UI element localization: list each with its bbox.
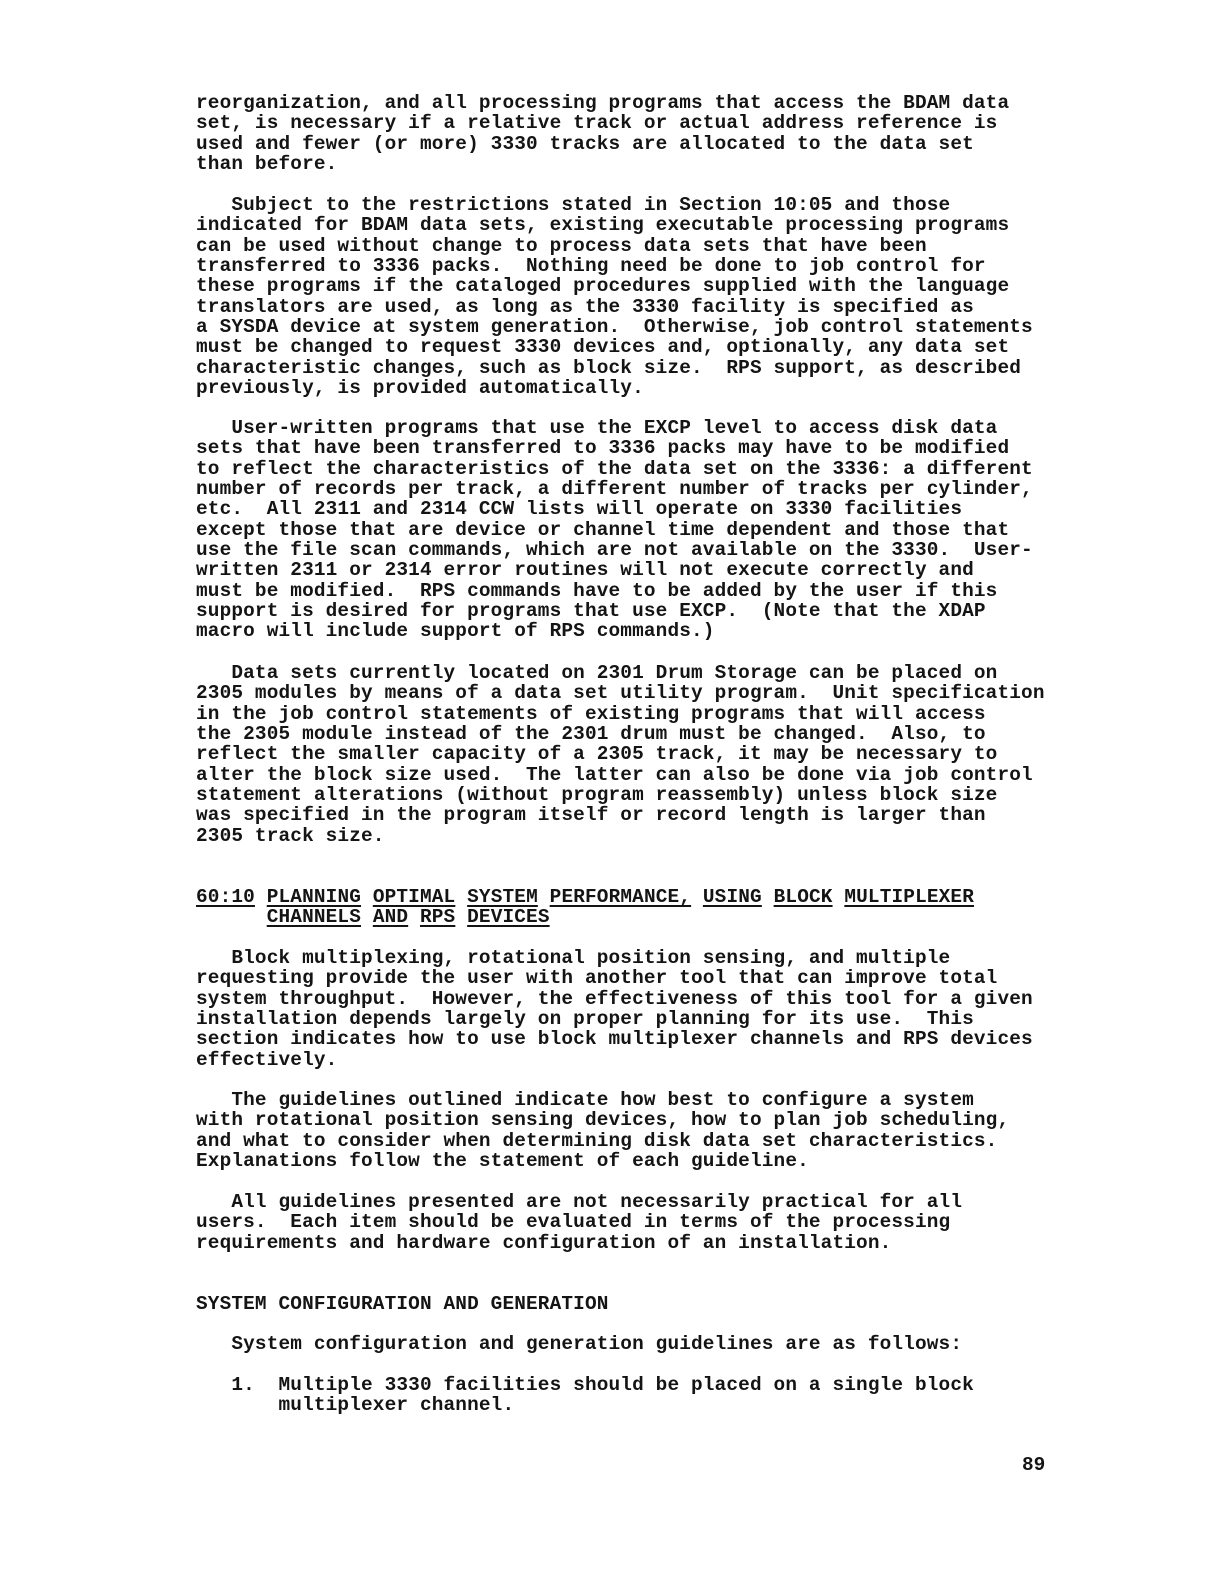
- page-number: 89: [1022, 1454, 1046, 1476]
- section-heading-line-1: [196, 887, 1076, 907]
- text-line: effectively.: [196, 1048, 338, 1071]
- text-line: etc. All 2311 and 2314 CCW lists will operate on 3330 facilities: [196, 498, 963, 521]
- heading-word: CHANNELS: [266, 906, 362, 929]
- text-line: The guidelines outlined indicate how best to configure a system: [196, 1089, 974, 1111]
- heading-word: OPTIMAL: [372, 886, 456, 908]
- text-line: these programs if the cataloged procedures supplied with the language: [196, 275, 1010, 298]
- text-line: Subject to the restrictions stated in Section 10:05 and those: [196, 194, 951, 216]
- text-line: All guidelines presented are not necessarily practical for all: [196, 1191, 963, 1213]
- text-line: and what to consider when determining disk data set characteristics.: [196, 1129, 998, 1152]
- section-heading-line-2: [196, 907, 1076, 927]
- text-line: written 2311 or 2314 error routines will not execute correctly and: [196, 559, 974, 582]
- text-line: System configuration and generation guidelines are as follows:: [196, 1333, 963, 1355]
- text-line: used and fewer (or more) 3330 tracks are allocated to the data set: [196, 132, 974, 155]
- paragraph-drum: [196, 663, 1076, 846]
- text-line: translators are used, as long as the 3330 facility is specified as: [196, 295, 974, 318]
- heading-word: USING: [702, 886, 762, 908]
- heading-word: RPS: [419, 906, 456, 929]
- paragraph-block-multiplexing: [196, 948, 1076, 1070]
- text-line: 2305 track size.: [196, 824, 385, 847]
- text-line: transferred to 3336 packs. Nothing need be done to job control for: [196, 255, 986, 278]
- paragraph-guidelines: [196, 1090, 1076, 1171]
- text-line: with rotational position sensing devices, how to plan job scheduling,: [196, 1109, 1010, 1132]
- text-line: Explanations follow the statement of each guideline.: [196, 1150, 809, 1173]
- text-line: the 2305 module instead of the 2301 drum must be changed. Also, to: [196, 723, 986, 746]
- heading-word: AND: [372, 906, 409, 929]
- text-line: characteristic changes, such as block size. RPS support, as described: [196, 356, 1022, 379]
- text-line: previously, is provided automatically.: [196, 377, 644, 400]
- text-line: must be changed to request 3330 devices and, optionally, any data set: [196, 336, 1010, 359]
- text-line: a SYSDA device at system generation. Otherwise, job control statements: [196, 316, 1033, 339]
- heading-word: PERFORMANCE,: [549, 886, 692, 908]
- text-line: users. Each item should be evaluated in terms of the processing: [196, 1211, 951, 1234]
- paragraph-excp: [196, 418, 1076, 642]
- heading-word: BLOCK: [773, 886, 833, 908]
- text-line: than before.: [196, 153, 338, 176]
- heading-word: MULTIPLEXER: [844, 886, 975, 908]
- text-line: indicated for BDAM data sets, existing executable processing programs: [196, 214, 1010, 237]
- text-line: system throughput. However, the effectiveness of this tool for a given: [196, 987, 1033, 1010]
- text-line: 2305 modules by means of a data set utility program. Unit specification: [196, 682, 1045, 705]
- paragraph-all-guidelines: [196, 1192, 1076, 1253]
- text-line: 1. Multiple 3330 facilities should be placed on a single block: [196, 1374, 974, 1396]
- text-line: installation depends largely on proper planning for its use. This: [196, 1008, 974, 1031]
- text-line: number of records per track, a different number of tracks per cylinder,: [196, 478, 1033, 501]
- text-line: requesting provide the user with another tool that can improve total: [196, 967, 998, 990]
- text-line: was specified in the program itself or record length is larger than: [196, 804, 986, 827]
- text-line: Data sets currently located on 2301 Drum Storage can be placed on: [196, 662, 998, 684]
- list-item-1: [196, 1375, 1076, 1416]
- text-line: use the file scan commands, which are not available on the 3330. User-: [196, 539, 1033, 562]
- text-line: reflect the smaller capacity of a 2305 track, it may be necessary to: [196, 743, 998, 766]
- text-line: User-written programs that use the EXCP level to access disk data: [196, 417, 998, 439]
- section-number: 60:10: [196, 886, 255, 908]
- text-line: must be modified. RPS commands have to be added by the user if this: [196, 579, 998, 602]
- subheading-system-configuration: [196, 1294, 1076, 1314]
- text-line: requirements and hardware configuration of an installation.: [196, 1231, 892, 1254]
- text-line: to reflect the characteristics of the data set on the 3336: a different: [196, 457, 1033, 480]
- paragraph-bdam-continuation: [196, 93, 1076, 174]
- section-heading: [196, 887, 1076, 928]
- text-line: except those that are device or channel time dependent and those that: [196, 518, 1010, 541]
- text-line: statement alterations (without program reassembly) unless block size: [196, 784, 998, 807]
- heading-word: PLANNING: [266, 886, 362, 908]
- text-line: alter the block size used. The latter can also be done via job control: [196, 763, 1033, 786]
- text-line: in the job control statements of existing programs that will access: [196, 702, 986, 725]
- text-line: multiplexer channel.: [196, 1394, 515, 1417]
- paragraph-config-intro: [196, 1334, 1076, 1354]
- subheading-text: SYSTEM CONFIGURATION AND GENERATION: [196, 1293, 609, 1315]
- heading-word: DEVICES: [467, 906, 550, 929]
- text-line: sets that have been transferred to 3336 packs may have to be modified: [196, 437, 1010, 460]
- text-line: support is desired for programs that use EXCP. (Note that the XDAP: [196, 600, 986, 623]
- text-line: can be used without change to process data sets that have been: [196, 234, 927, 257]
- text-line: macro will include support of RPS commands.): [196, 620, 715, 643]
- heading-word: SYSTEM: [467, 886, 538, 908]
- text-line: reorganization, and all processing programs that access the BDAM data: [196, 92, 1010, 114]
- text-line: set, is necessary if a relative track or actual address reference is: [196, 112, 998, 135]
- text-line: Block multiplexing, rotational position sensing, and multiple: [196, 947, 951, 969]
- paragraph-restrictions: [196, 195, 1076, 398]
- text-line: section indicates how to use block multiplexer channels and RPS devices: [196, 1028, 1033, 1051]
